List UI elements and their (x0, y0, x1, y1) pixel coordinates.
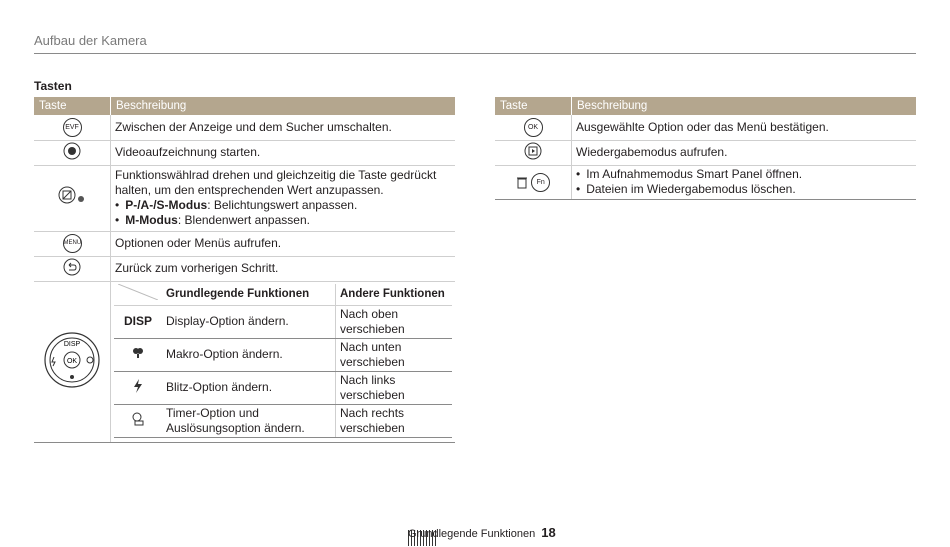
basic-function: Display-Option ändern. (162, 305, 336, 338)
table-row (34, 140, 455, 165)
fn-bullet: • Dateien im Wiedergabemodus löschen. (576, 182, 912, 197)
header-rule (34, 53, 916, 54)
table-row (495, 140, 916, 165)
page-header: Aufbau der Kamera (34, 33, 147, 48)
navigation-table (114, 284, 452, 438)
table-row (34, 256, 455, 281)
fn-bullet: • Im Aufnahmemodus Smart Panel öffnen. (576, 167, 912, 182)
table-row (34, 165, 455, 231)
record-icon (34, 140, 111, 165)
table-row (114, 338, 452, 371)
col-taste: Taste (495, 97, 572, 115)
menu-button-icon: MENU (34, 231, 111, 256)
table-row (114, 404, 452, 437)
col-other: Andere Funktionen (336, 284, 453, 306)
footer-text: Grundlegende Funktionen (408, 528, 536, 540)
table-row (34, 281, 455, 442)
table-header (495, 97, 916, 115)
row-description: Videoaufzeichnung starten. (111, 140, 456, 165)
col-taste: Taste (34, 97, 111, 115)
nav-dial-icon (34, 281, 111, 442)
row-description: Optionen oder Menüs aufrufen. (111, 231, 456, 256)
basic-function: Makro-Option ändern. (162, 338, 336, 371)
left-key-table (34, 97, 455, 443)
other-function: Nach rechts verschieben (336, 404, 453, 437)
svg-text:DISP: DISP (63, 340, 81, 348)
basic-function: Blitz-Option ändern. (162, 371, 336, 404)
row-description: Ausgewählte Option oder das Menü bestätigen. (572, 115, 917, 140)
playback-icon (495, 140, 572, 165)
desc-line: Funktionswählrad drehen und gleichzeitig die Taste gedrückt (115, 168, 437, 182)
other-function: Nach links verschieben (336, 371, 453, 404)
page-number: 18 (541, 525, 556, 540)
row-description: Zwischen der Anzeige und dem Sucher umschalten. (111, 115, 456, 140)
exposure-dial-icon (34, 165, 111, 231)
inner-header (114, 284, 452, 306)
table-row (114, 371, 452, 404)
other-function: Nach oben verschieben (336, 305, 453, 338)
right-key-table (495, 97, 916, 200)
table-row (114, 305, 452, 338)
mode-bullet: • P-/A-/S-Modus: Belichtungswert anpassen. (115, 198, 451, 213)
table-row (34, 115, 455, 140)
row-description: Wiedergabemodus aufrufen. (572, 140, 917, 165)
table-row (34, 231, 455, 256)
timer-icon (114, 404, 162, 437)
desc-line: halten, um den entsprechenden Wert anzupassen. (115, 183, 384, 197)
table-row (495, 165, 916, 199)
flash-icon (114, 371, 162, 404)
svg-text:OK: OK (66, 357, 78, 365)
col-basic: Grundlegende Funktionen (162, 284, 336, 306)
macro-icon (114, 338, 162, 371)
col-beschreibung: Beschreibung (572, 97, 917, 115)
evf-button-icon: EVF (34, 115, 111, 140)
other-function: Nach unten verschieben (336, 338, 453, 371)
row-description: Zurück zum vorherigen Schritt. (111, 256, 456, 281)
col-beschreibung: Beschreibung (111, 97, 456, 115)
table-header (34, 97, 455, 115)
disp-icon: DISP (114, 305, 162, 338)
section-title: Tasten (34, 79, 72, 93)
fn-button-icon: Fn (495, 165, 572, 199)
ok-button-icon: OK (495, 115, 572, 140)
page-footer (408, 525, 556, 540)
mode-bullet: • M-Modus: Blendenwert anpassen. (115, 213, 451, 228)
back-icon (34, 256, 111, 281)
table-row (495, 115, 916, 140)
basic-function: Timer-Option und Auslösungsoption ändern. (162, 404, 336, 437)
